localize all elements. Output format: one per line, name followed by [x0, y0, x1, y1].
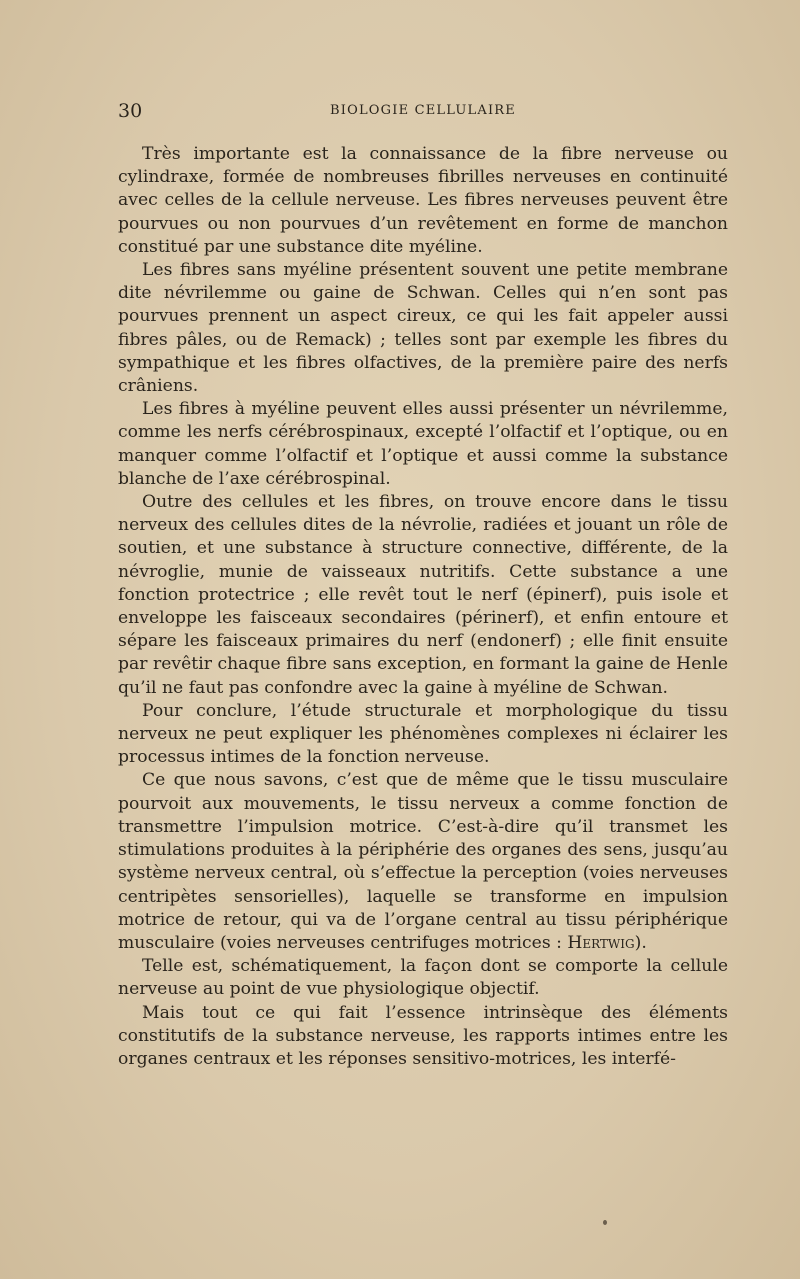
paragraph: Outre des cellules et les fibres, on trouve encore dans le tissu nerveux des cellules dites de la névrolie, radiées et jouant un rôle de soutien, et une substance à structure connective, différente, de la névroglie, munie de vaisseaux nutritifs. Cette substance a une fonction protectrice ; elle revêt tout le nerf (épinerf), puis isole et enveloppe les faisceaux secondaires (périnerf), et enfin entoure et sépare les faisceaux primaires du nerf (endonerf) ; elle finit ensuite par revêtir chaque fibre sans exception, en formant la gaine de Henle qu’il ne faut pas confondre avec la gaine à myéline de Schwan.: [118, 492, 728, 698]
running-head: [118, 100, 728, 126]
citation-author: Hertwig: [567, 932, 635, 953]
paragraph: Pour conclure, l’étude structurale et morphologique du tissu nerveux ne peut expliquer les phénomènes complexes ni éclairer les processus intimes de la fonction nerveuse.: [118, 700, 728, 768]
citation-closing: ).: [634, 932, 647, 953]
paragraph: Les fibres à myéline peuvent elles aussi présenter un névrilemme, comme les nerfs cérébrospinaux, excepté l’olfactif et l’optique, ou en manquer comme l’olfactif et l’optique et aussi comme la substance blanche de l’axe cérébrospinal.: [118, 399, 728, 489]
body-text: [118, 143, 728, 1071]
paragraph: Telle est, schématiquement, la façon dont se comporte la cellule nerveuse au point de vue physiologique objectif.: [118, 956, 728, 1000]
page-number: 30: [118, 100, 143, 122]
paragraph-text: Ce que nous savons, c’est que de même que le tissu musculaire pourvoit aux mouvements, le tissu nerveux a comme fonction de transmettre l’impulsion motrice. C’est-à-dire qu’il transmet les stimulations produites à la périphérie des organes des sens, jusqu’au système nerveux central, où s’effectue la perception (voies nerveuses centripètes sensorielles), laquelle se transforme en impulsion motrice de retour, qui va de l’organe central au tissu périphérique musculaire (voies nerveuses centrifuges motrices :: [118, 770, 728, 953]
paragraph: Mais tout ce qui fait l’essence intrinsèque des éléments constitutifs de la substance nerveuse, les rapports intimes entre les organes centraux et les réponses sensitivo-motrices, les interfé-: [118, 1002, 728, 1069]
paragraph: Très importante est la connaissance de la fibre nerveuse ou cylindraxe, formée de nombreuses fibrilles nerveuses en continuité avec celles de la cellule nerveuse. Les fibres nerveuses peuvent être pourvues ou non pourvues d’un revêtement en forme de manchon constitué par une substance dite myéline.: [118, 144, 728, 257]
running-title: BIOLOGIE CELLULAIRE: [330, 103, 516, 118]
paper-speck: [603, 1220, 607, 1225]
paragraph: Les fibres sans myéline présentent souvent une petite membrane dite névrilemme ou gaine de Schwan. Celles qui n’en sont pas pourvues prennent un aspect cireux, ce qui les fait appeler aussi fibres pâles, ou de Remack) ; telles sont par exemple les fibres du sympathique et les fibres olfactives, de la première paire des nerfs crâniens.: [118, 260, 728, 397]
paragraph-with-citation: [118, 769, 728, 955]
